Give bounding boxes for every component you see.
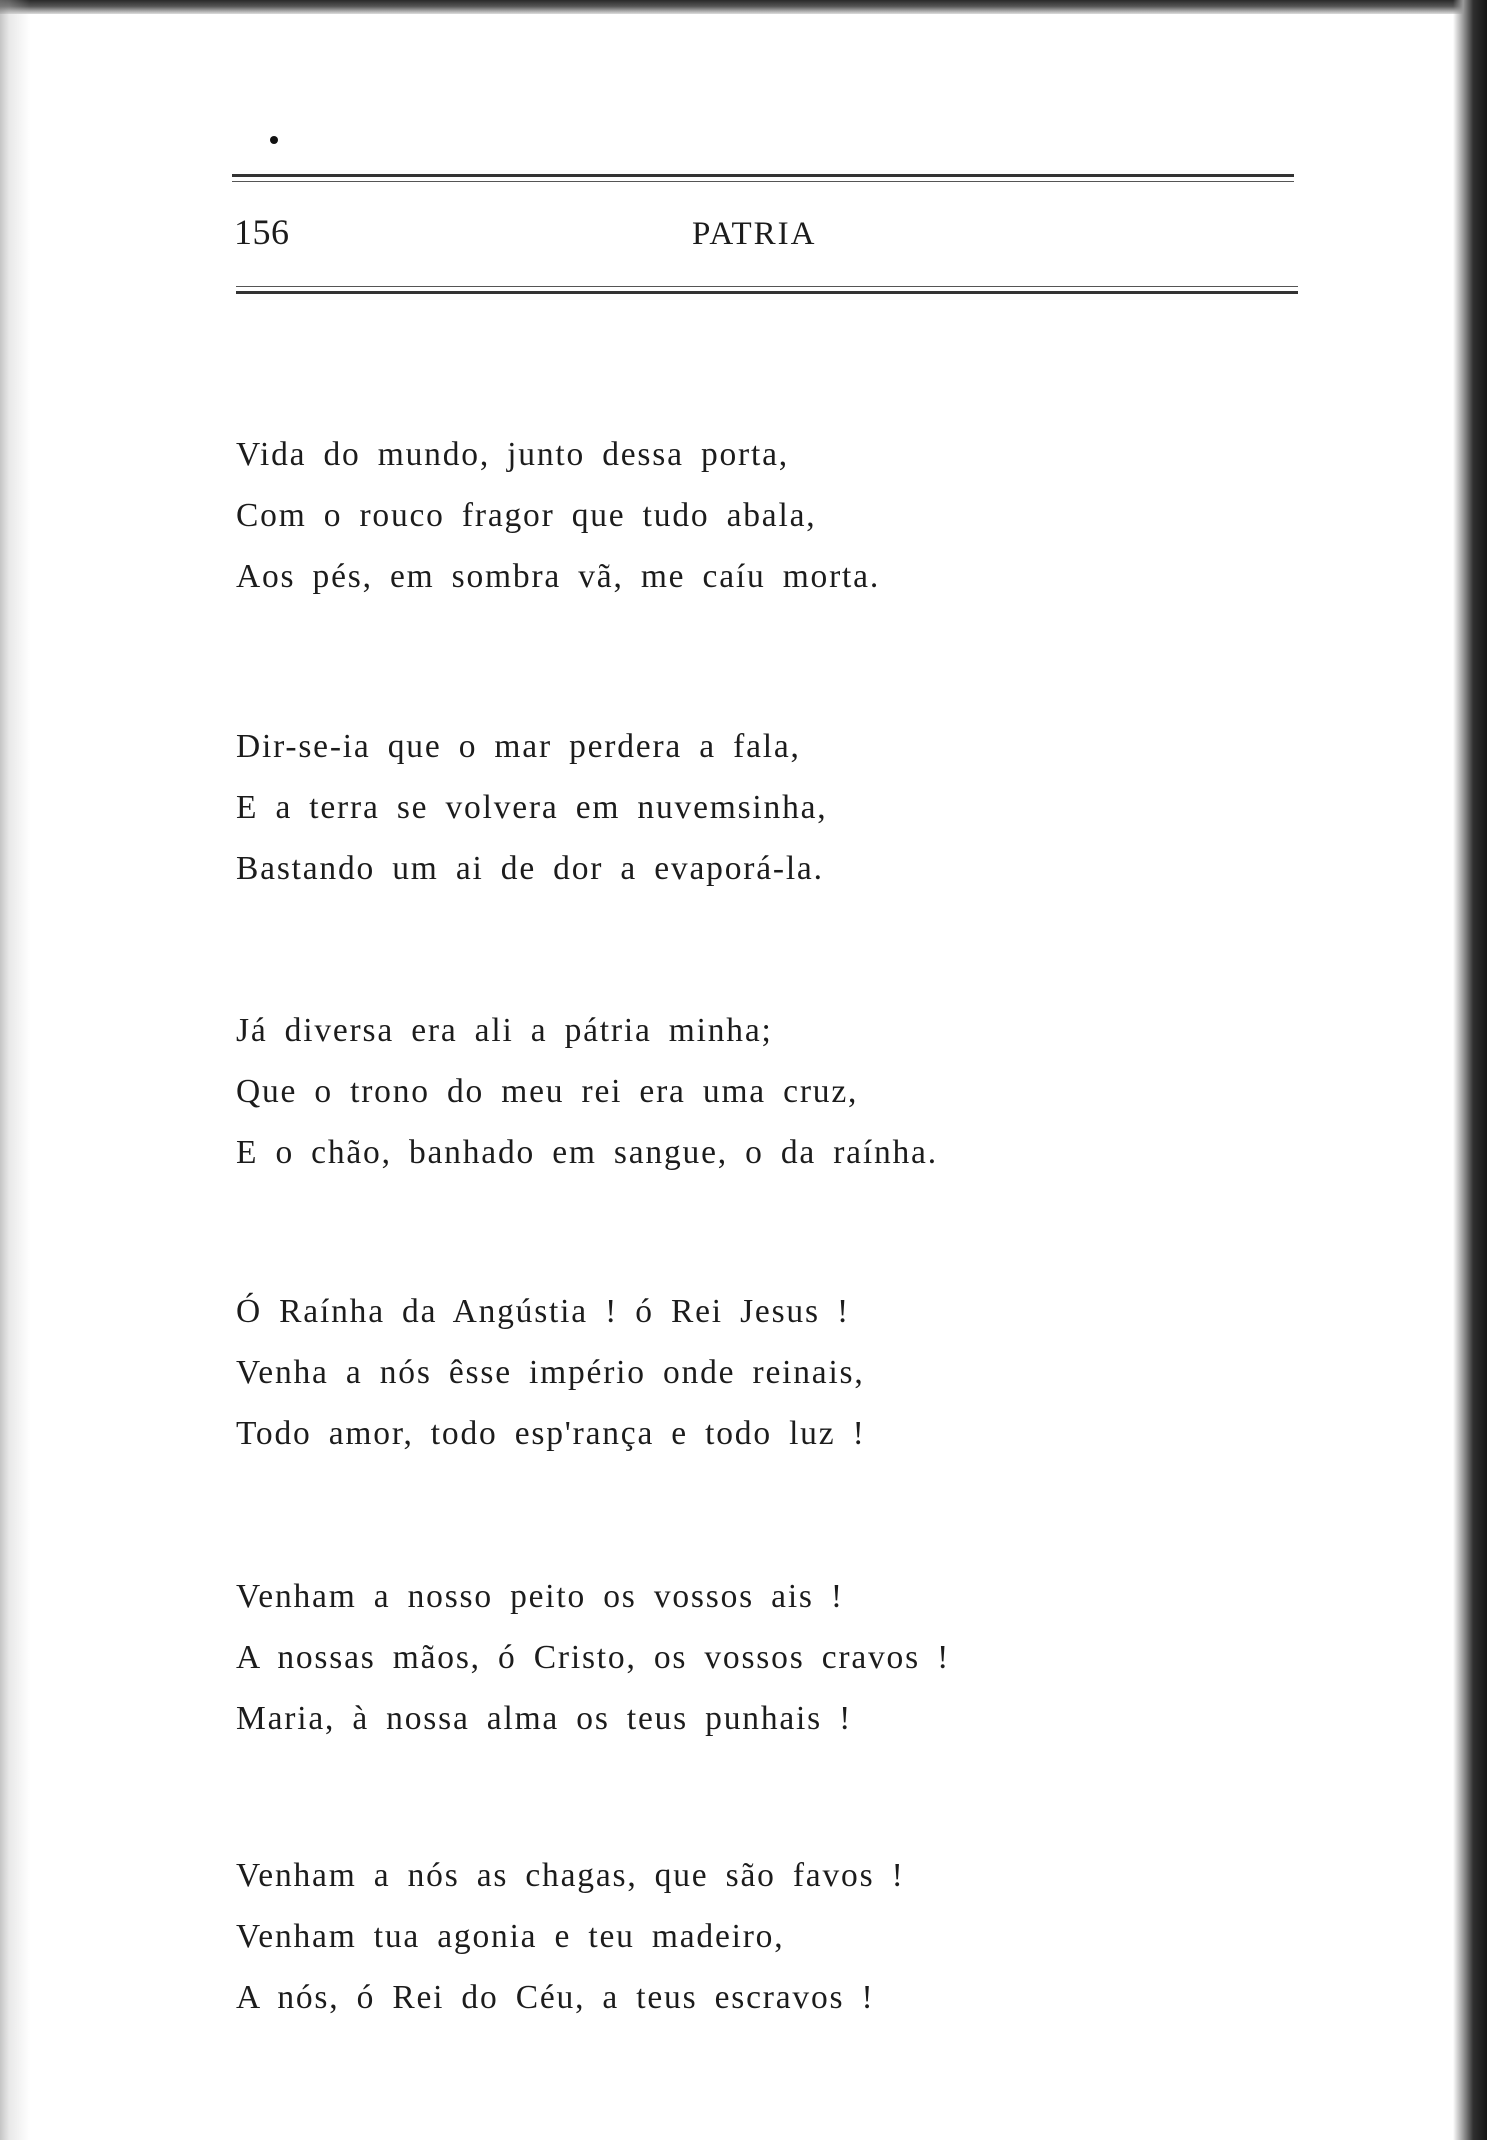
verse-line: Venham a nosso peito os vossos ais ! <box>236 1578 844 1615</box>
verse-line: Vida do mundo, junto dessa porta, <box>236 436 789 473</box>
running-title: PATRIA <box>692 216 817 252</box>
verse-line: E o chão, banhado em sangue, o da raínha. <box>236 1134 938 1171</box>
verse-line: Maria, à nossa alma os teus punhais ! <box>236 1700 853 1737</box>
verse-line: Venham tua agonia e teu madeiro, <box>236 1918 785 1955</box>
verse-line: E a terra se volvera em nuvemsinha, <box>236 789 828 826</box>
verse-line: Já diversa era ali a pátria minha; <box>236 1012 773 1049</box>
verse-line: Todo amor, todo esp'rança e todo luz ! <box>236 1415 866 1452</box>
verse-line: Com o rouco fragor que tudo abala, <box>236 497 817 534</box>
verse-line: Venham a nós as chagas, que são favos ! <box>236 1857 905 1894</box>
verse-line: A nossas mãos, ó Cristo, os vossos cravos ! <box>236 1639 951 1676</box>
verse-line: Venha a nós êsse império onde reinais, <box>236 1354 865 1391</box>
verse-line: Que o trono do meu rei era uma cruz, <box>236 1073 859 1110</box>
stanza-5 <box>236 1566 1236 1749</box>
verse-line: A nós, ó Rei do Céu, a teus escravos ! <box>236 1979 875 2016</box>
verse-line: Ó Raínha da Angústia ! ó Rei Jesus ! <box>236 1293 850 1330</box>
stanza-4 <box>236 1281 1236 1464</box>
verse-line: Bastando um ai de dor a evaporá-la. <box>236 850 824 887</box>
verse-line: Dir-se-ia que o mar perdera a fala, <box>236 728 801 765</box>
stanza-1 <box>236 424 1236 607</box>
verse-line: Aos pés, em sombra vã, me caíu morta. <box>236 558 881 595</box>
stanza-3 <box>236 1000 1236 1183</box>
stanza-6 <box>236 1845 1236 2028</box>
page-number: 156 <box>234 212 290 252</box>
stanza-2 <box>236 716 1236 899</box>
